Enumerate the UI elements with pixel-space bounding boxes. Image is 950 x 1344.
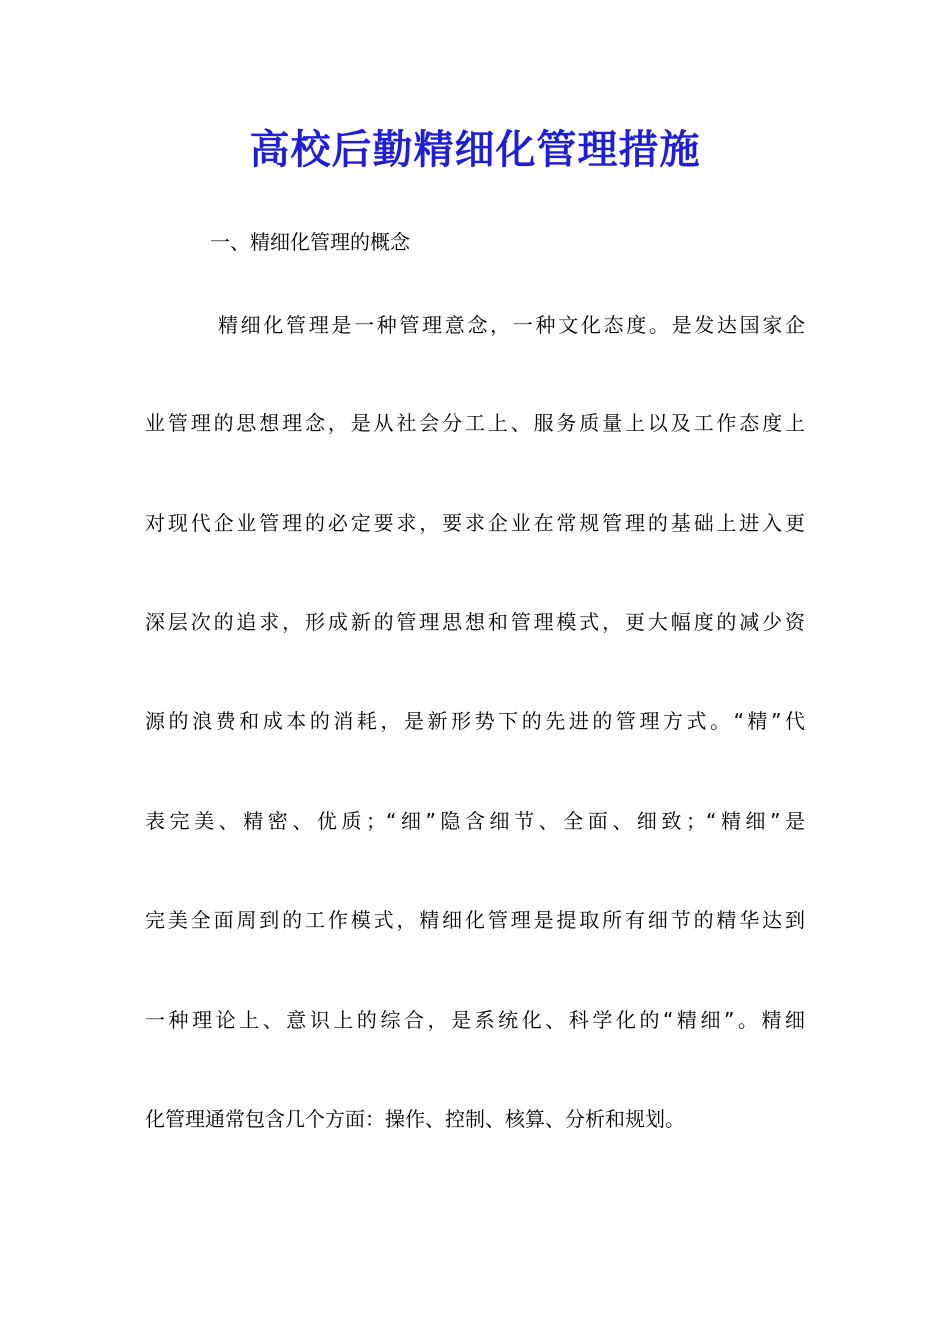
document-title: 高校后勤精细化管理措施 [249, 126, 701, 173]
paragraph-line: 源的浪费和成本的消耗，是新形势下的先进的管理方式。“精”代 [145, 709, 805, 733]
paragraph-line: 一种理论上、意识上的综合，是系统化、科学化的“精细”。精细 [145, 1008, 805, 1032]
paragraph-line: 深层次的追求，形成新的管理思想和管理模式，更大幅度的减少资 [145, 610, 805, 634]
paragraph-line: 业管理的思想理念，是从社会分工上、服务质量上以及工作态度上 [145, 411, 805, 435]
paragraph-line: 表完美、精密、优质；“细”隐含细节、全面、细致；“精细”是 [145, 809, 805, 833]
paragraph-line: 精细化管理是一种管理意念，一种文化态度。是发达国家企 [218, 313, 805, 337]
paragraph-line: 完美全面周到的工作模式，精细化管理是提取所有细节的精华达到 [145, 908, 805, 932]
paragraph-line: 化管理通常包含几个方面：操作、控制、核算、分析和规划。 [145, 1107, 685, 1131]
section-heading: 一、精细化管理的概念 [210, 230, 410, 254]
paragraph-line: 对现代企业管理的必定要求，要求企业在常规管理的基础上进入更 [145, 511, 805, 535]
